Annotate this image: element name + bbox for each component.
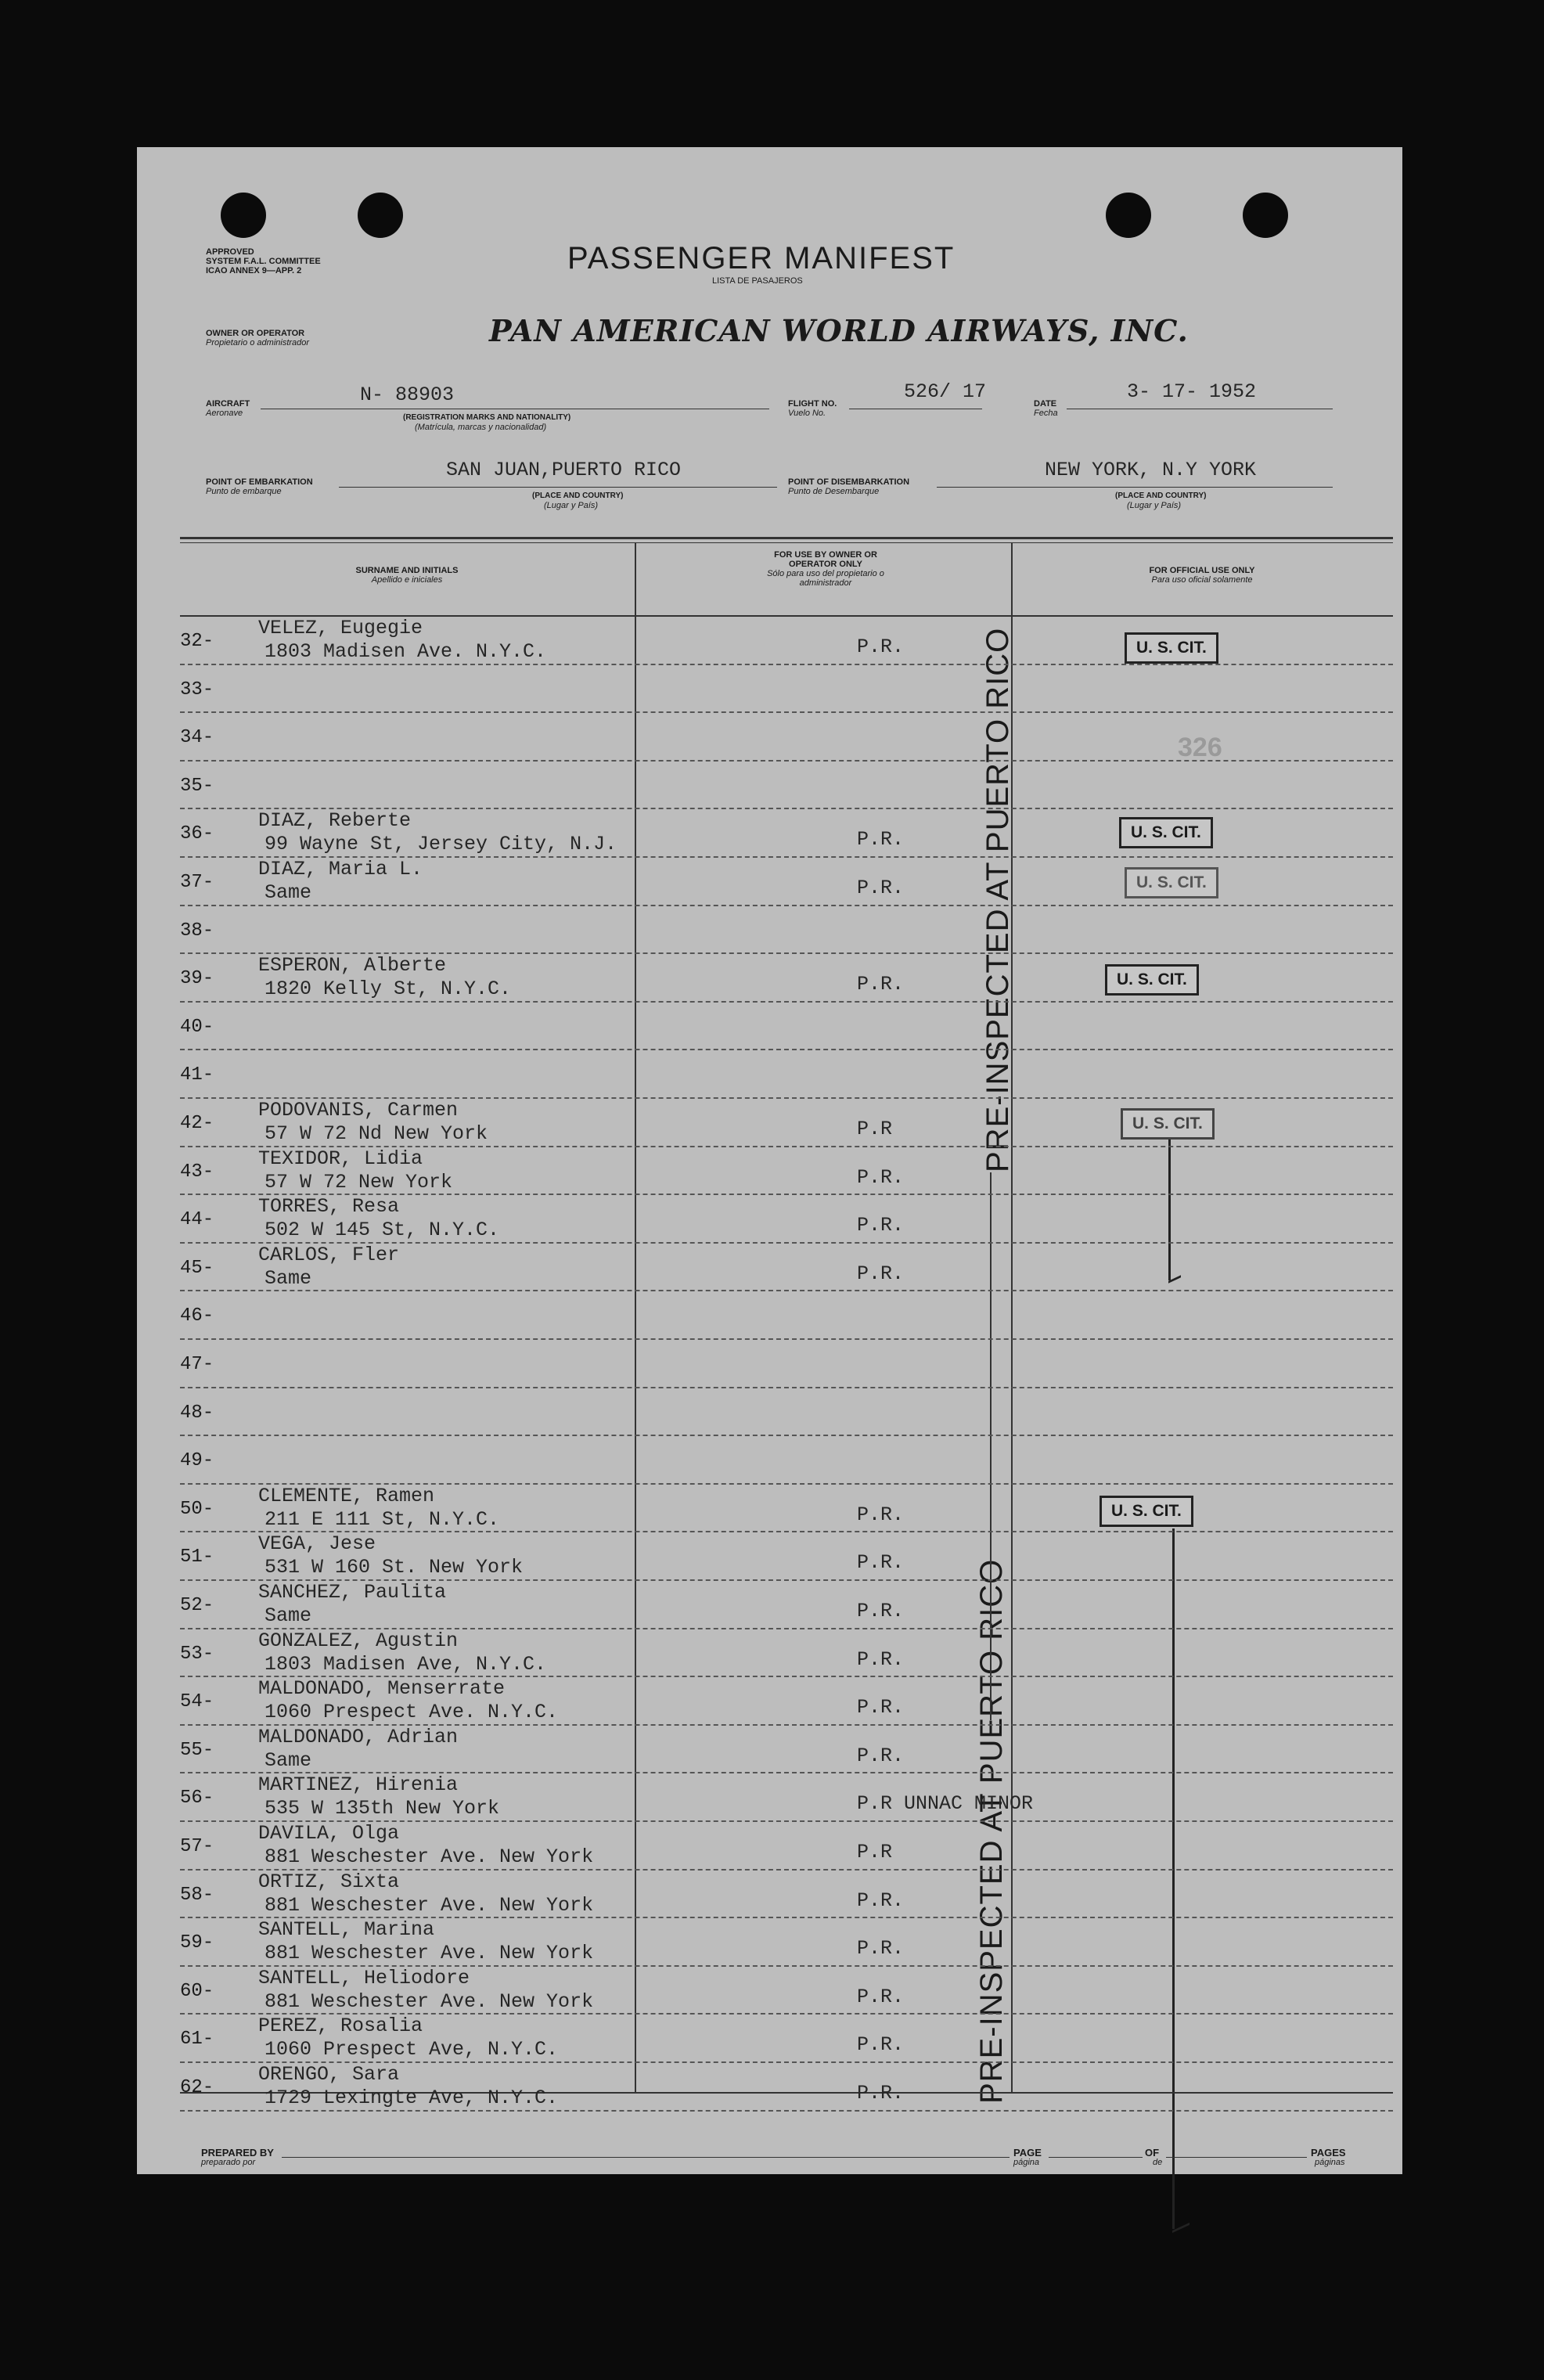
row-number: 58-	[180, 1884, 214, 1906]
passenger-address: 1729 Lexingte Ave, N.Y.C.	[265, 2087, 559, 2109]
col-official: FOR OFFICIAL USE ONLY	[1149, 566, 1255, 575]
flight-value: 526/ 17	[904, 380, 987, 403]
row-number: 50-	[180, 1498, 214, 1520]
pages-label: PAGES	[1311, 2147, 1346, 2159]
col-surname-es: Apellido e iniciales	[371, 575, 443, 585]
passenger-address: 881 Weschester Ave. New York	[265, 1989, 594, 2013]
row-number: 47-	[180, 1354, 214, 1375]
owner-use-value: P.R	[857, 1118, 893, 1140]
passenger-name: MALDONADO, Menserrate	[258, 1677, 506, 1701]
owner-use-value: P.R.	[857, 1551, 905, 1575]
approved-line-3: ICAO ANNEX 9—APP. 2	[206, 266, 302, 275]
owner-use-value: P.R.	[857, 1889, 905, 1912]
row-number: 60-	[180, 1980, 214, 2002]
table-row	[180, 1147, 1393, 1196]
row-number: 44-	[180, 1209, 214, 1231]
owner-use-value: P.R.	[857, 877, 905, 899]
passenger-name: VEGA, Jese	[258, 1532, 376, 1556]
passenger-address: 881 Weschester Ave. New York	[265, 1845, 594, 1868]
passenger-address: 881 Weschester Ave. New York	[265, 1942, 594, 1965]
owner-use-value: P.R.	[857, 1647, 905, 1671]
table-row	[180, 954, 1393, 1003]
flight-label-es: Vuelo No.	[788, 409, 826, 418]
passenger-name: SANTELL, Heliodore	[258, 1966, 470, 1989]
registration-note: (REGISTRATION MARKS AND NATIONALITY)	[403, 413, 571, 422]
row-number: 41-	[180, 1064, 214, 1086]
aircraft-value: N- 88903	[360, 383, 455, 406]
row-number: 57-	[180, 1836, 214, 1857]
row-number: 54-	[180, 1691, 214, 1713]
table-row	[180, 1099, 1393, 1147]
row-number: 40-	[180, 1016, 214, 1038]
disembark-label-es: Punto de Desembarque	[788, 487, 880, 496]
table-row	[180, 1532, 1393, 1581]
us-cit-stamp-32: U. S. CIT.	[1125, 632, 1218, 664]
us-cit-stamp-50: U. S. CIT.	[1100, 1496, 1193, 1527]
passenger-name: PEREZ, Rosalia	[258, 2015, 423, 2038]
row-number: 52-	[180, 1595, 214, 1616]
manifest-sheet	[137, 147, 1402, 2174]
table-row	[180, 1244, 1393, 1292]
row-number: 33-	[180, 679, 214, 700]
passenger-address: 1803 Madisen Ave, N.Y.C.	[265, 1652, 547, 1676]
owner-use-value: P.R.	[857, 1503, 905, 1526]
passenger-address: 502 W 145 St, N.Y.C.	[265, 1219, 500, 1242]
table-row	[180, 1291, 1393, 1340]
embark-label: POINT OF EMBARKATION	[206, 477, 313, 487]
punch-hole-3	[1106, 193, 1151, 238]
row-number: 37-	[180, 872, 214, 893]
table-row	[180, 2015, 1393, 2063]
table-row	[180, 617, 1393, 665]
passenger-address: 57 W 72 Nd New York	[265, 1122, 488, 1145]
row-number: 55-	[180, 1739, 214, 1761]
row-number: 36-	[180, 823, 214, 845]
row-number: 56-	[180, 1788, 214, 1809]
owner-use-value: P.R.	[857, 1600, 905, 1622]
row-number: 59-	[180, 1932, 214, 1954]
row-number: 34-	[180, 727, 214, 749]
disembark-label: POINT OF DISEMBARKATION	[788, 477, 910, 487]
passenger-address: Same	[265, 1748, 312, 1772]
owner-use-value: P.R.	[857, 1165, 905, 1189]
table-row	[180, 1436, 1393, 1485]
row-number: 46-	[180, 1305, 214, 1327]
date-label-es: Fecha	[1034, 409, 1058, 418]
passenger-address: 881 Weschester Ave. New York	[265, 1893, 594, 1917]
passenger-address: Same	[265, 1604, 312, 1627]
passenger-name: TEXIDOR, Lidia	[258, 1147, 423, 1170]
aircraft-label-es: Aeronave	[206, 409, 243, 418]
approved-line-1: APPROVED	[206, 247, 254, 257]
table-row	[180, 1195, 1393, 1244]
passenger-name: MARTINEZ, Hirenia	[258, 1773, 459, 1797]
embark-place-note: (PLACE AND COUNTRY)	[532, 491, 624, 500]
passenger-name: TORRES, Resa	[258, 1195, 400, 1219]
table-row	[180, 1773, 1393, 1822]
table-row	[180, 809, 1393, 858]
passenger-address: Same	[265, 1266, 312, 1290]
punch-hole-4	[1243, 193, 1288, 238]
table-row	[180, 762, 1393, 810]
embark-label-es: Punto de embarque	[206, 487, 282, 496]
table-row	[180, 906, 1393, 955]
col-owner-use: FOR USE BY OWNER OR OPERATOR ONLY	[774, 550, 877, 569]
table-row	[180, 1629, 1393, 1678]
owner-use-value: P.R.	[857, 2033, 905, 2057]
passenger-name: SANCHEZ, Paulita	[258, 1581, 447, 1604]
passenger-name: DAVILA, Olga	[258, 1822, 400, 1845]
table-row	[180, 665, 1393, 714]
row-number: 51-	[180, 1546, 214, 1568]
passenger-name: ORTIZ, Sixta	[258, 1870, 400, 1893]
owner-use-value: P.R	[857, 1841, 893, 1863]
prepared-by-label-es: preparado por	[201, 2158, 256, 2167]
passenger-address: 1803 Madisen Ave. N.Y.C.	[265, 640, 547, 663]
table-row	[180, 2063, 1393, 2112]
table-row	[180, 1581, 1393, 1629]
owner-use-value: P.R.	[857, 2082, 905, 2105]
row-number: 43-	[180, 1161, 214, 1183]
table-row	[180, 1340, 1393, 1388]
row-number: 48-	[180, 1402, 214, 1424]
passenger-address: 211 E 111 St, N.Y.C.	[265, 1507, 500, 1531]
of-label-es: de	[1153, 2158, 1163, 2167]
table-row	[180, 858, 1393, 906]
passenger-name: ESPERON, Alberte	[258, 954, 447, 978]
disembark-place-note-es: (Lugar y País)	[1127, 501, 1182, 510]
passenger-address: 57 W 72 New York	[265, 1170, 453, 1194]
preinspected-stamp-1: PRE-INSPECTED AT PUERTO RICO	[981, 627, 1015, 1172]
page-title: PASSENGER MANIFEST	[567, 241, 956, 275]
us-cit-stamp-37: U. S. CIT.	[1125, 867, 1218, 898]
owner-use-value: P.R.	[857, 973, 905, 996]
col-surname: SURNAME AND INITIALS	[355, 566, 459, 575]
passenger-name: MALDONADO, Adrian	[258, 1725, 459, 1748]
company-name: PAN AMERICAN WORLD AIRWAYS, INC.	[489, 313, 1189, 348]
page-label: PAGE	[1013, 2147, 1042, 2159]
passenger-address: 1820 Kelly St, N.Y.C.	[265, 978, 512, 1001]
passenger-address: 531 W 160 St. New York	[265, 1556, 524, 1579]
owner-use-value: P.R.	[857, 1214, 905, 1237]
row-number: 61-	[180, 2029, 214, 2051]
row-number: 45-	[180, 1257, 214, 1279]
owner-use-value: P.R UNNAC MINOR	[857, 1792, 1034, 1816]
table-row	[180, 1918, 1393, 1967]
owner-use-value: P.R.	[857, 636, 905, 658]
us-cit-stamp-39: U. S. CIT.	[1105, 964, 1199, 996]
date-label: DATE	[1034, 399, 1057, 409]
col-owner-use-es: Sólo para uso del propietario o administrador	[767, 569, 884, 588]
row-number: 53-	[180, 1643, 214, 1665]
punch-hole-2	[358, 193, 403, 238]
owner-use-value: P.R.	[857, 1744, 905, 1767]
table-row	[180, 1822, 1393, 1871]
row-number: 62-	[180, 2077, 214, 2098]
passenger-address: 535 W 135th New York	[265, 1797, 500, 1820]
table-row	[180, 1726, 1393, 1774]
of-label: OF	[1145, 2147, 1160, 2159]
passenger-address: Same	[265, 881, 312, 904]
passenger-address: 99 Wayne St, Jersey City, N.J.	[265, 833, 617, 856]
row-number: 49-	[180, 1450, 214, 1472]
owner-use-value: P.R.	[857, 1937, 905, 1961]
disembark-place-note: (PLACE AND COUNTRY)	[1115, 491, 1207, 500]
row-number: 42-	[180, 1113, 214, 1134]
owner-use-value: P.R.	[857, 1262, 905, 1285]
owner-use-value: P.R.	[857, 1696, 905, 1719]
faint-number-stamp: 326	[1178, 733, 1222, 762]
embark-place-note-es: (Lugar y País)	[544, 501, 599, 510]
passenger-name: DIAZ, Reberte	[258, 809, 412, 833]
preinspected-stamp-2: PRE-INSPECTED AT PUERTO RICO	[974, 1558, 1009, 2104]
owner-label-es: Propietario o administrador	[206, 338, 310, 347]
owner-use-value: P.R.	[857, 1985, 905, 2008]
passenger-name: VELEZ, Eugegie	[258, 617, 423, 639]
table-row	[180, 1003, 1393, 1051]
row-divider	[180, 2110, 1393, 2112]
table-row	[180, 1485, 1393, 1533]
ditto-bracket-2-end	[1172, 2223, 1189, 2233]
passenger-name: SANTELL, Marina	[258, 1918, 435, 1942]
aircraft-label: AIRCRAFT	[206, 399, 250, 409]
table-row	[180, 1050, 1393, 1099]
table-row	[180, 1871, 1393, 1919]
passenger-name: ORENGO, Sara	[258, 2063, 400, 2086]
passenger-address: 1060 Prespect Ave. N.Y.C.	[265, 1701, 559, 1724]
row-number: 35-	[180, 775, 214, 797]
table-row	[180, 1388, 1393, 1437]
passenger-name: GONZALEZ, Agustin	[258, 1629, 459, 1652]
passenger-name: CARLOS, Fler	[258, 1243, 400, 1266]
punch-hole-1	[221, 193, 266, 238]
table-row	[180, 1967, 1393, 2015]
owner-label: OWNER OR OPERATOR	[206, 329, 305, 338]
owner-use-value: P.R.	[857, 828, 905, 852]
registration-note-es: (Matrícula, marcas y nacionalidad)	[415, 423, 547, 432]
embark-value: SAN JUAN,PUERTO RICO	[446, 459, 682, 481]
page-subtitle: LISTA DE PASAJEROS	[712, 276, 803, 286]
passenger-name: PODOVANIS, Carmen	[258, 1099, 459, 1122]
disembark-value: NEW YORK, N.Y YORK	[1045, 459, 1257, 481]
date-value: 3- 17- 1952	[1127, 380, 1257, 403]
prepared-by-label: PREPARED BY	[201, 2147, 274, 2159]
approved-line-2: SYSTEM F.A.L. COMMITTEE	[206, 257, 321, 266]
us-cit-stamp-36: U. S. CIT.	[1119, 817, 1213, 848]
passenger-name: CLEMENTE, Ramen	[258, 1484, 435, 1507]
table-row	[180, 713, 1393, 762]
us-cit-stamp-42: U. S. CIT.	[1121, 1108, 1215, 1140]
page-label-es: página	[1013, 2158, 1040, 2167]
passenger-name: DIAZ, Maria L.	[258, 858, 423, 880]
flight-label: FLIGHT NO.	[788, 399, 837, 409]
row-number: 39-	[180, 968, 214, 990]
col-official-es: Para uso oficial solamente	[1151, 575, 1253, 585]
row-number: 38-	[180, 920, 214, 942]
row-number: 32-	[180, 631, 214, 652]
passenger-address: 1060 Prespect Ave, N.Y.C.	[265, 2038, 559, 2061]
table-row	[180, 1677, 1393, 1726]
pages-label-es: páginas	[1315, 2158, 1345, 2167]
